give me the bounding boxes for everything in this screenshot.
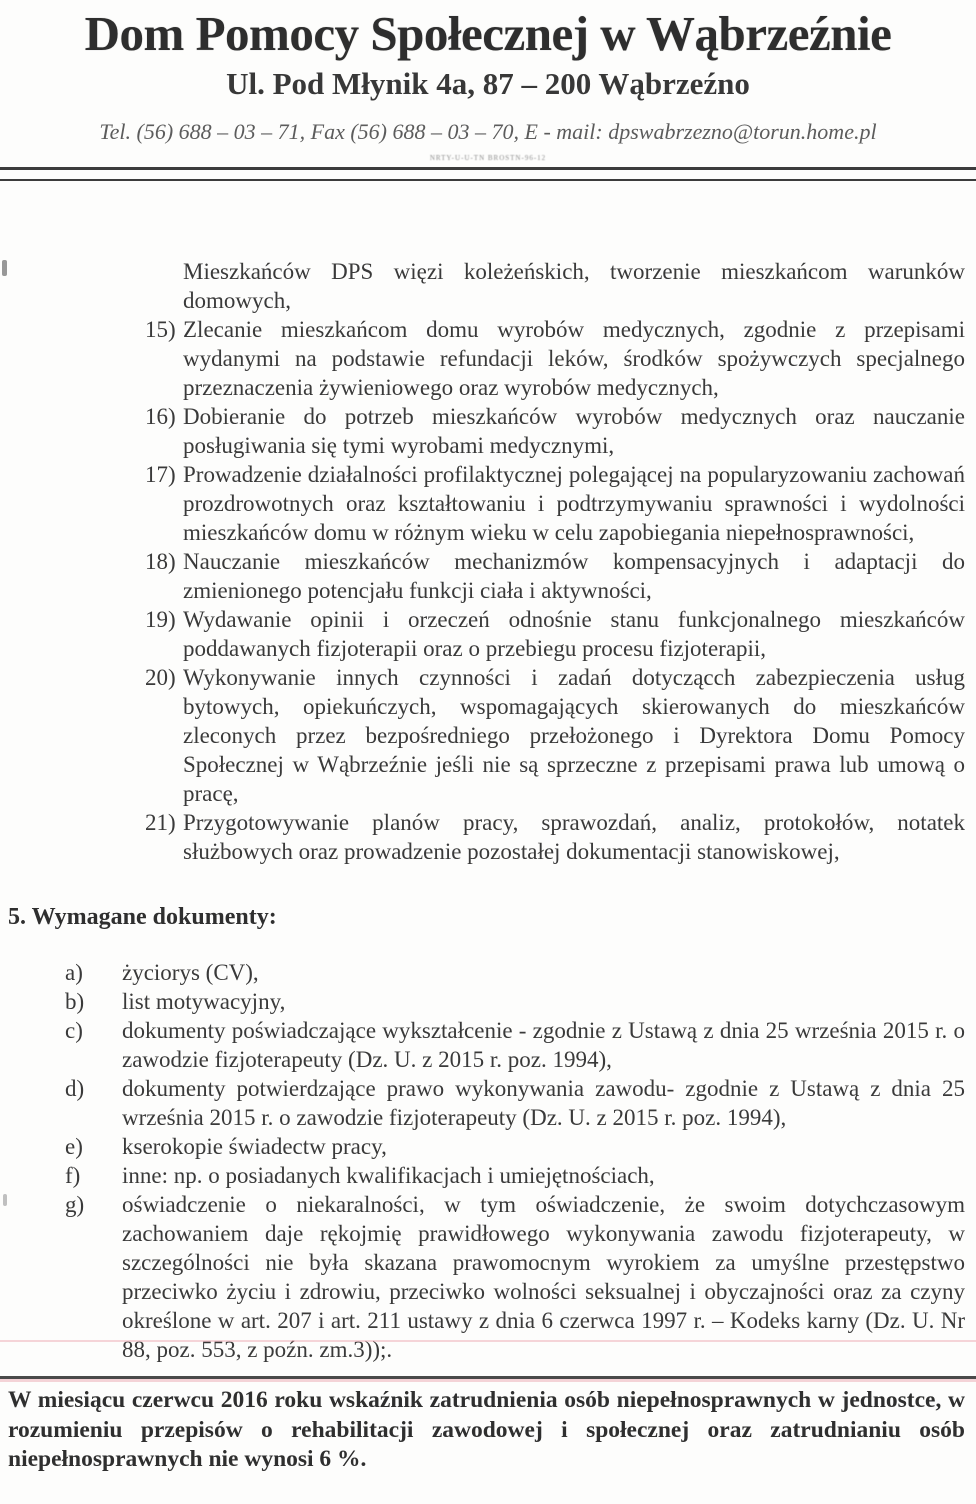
document-item-letter: d) bbox=[65, 1076, 85, 1102]
document-list-item bbox=[65, 1132, 965, 1161]
duty-item-text: Dobieranie do potrzeb mieszkańców wyrobów medycznych oraz nauczanie posługiwania się tymi wyrobami medycznymi, bbox=[183, 404, 965, 459]
duty-item-text: Nauczanie mieszkańców mechanizmów kompensacyjnych i adaptacji do zmienionego potencjału funkcji ciała i aktywności, bbox=[183, 549, 965, 604]
duty-item-number: 21) bbox=[145, 810, 176, 836]
duty-item-number: 17) bbox=[145, 462, 176, 488]
required-documents-list bbox=[65, 958, 965, 1364]
document-item-text: inne: np. o posiadanych kwalifikacjach i umiejętnościach, bbox=[122, 1163, 655, 1189]
document-list-item bbox=[65, 987, 965, 1016]
document-list-item bbox=[65, 1190, 965, 1364]
document-item-letter: c) bbox=[65, 1018, 83, 1044]
duty-list-item bbox=[145, 547, 965, 605]
duty-list-item bbox=[145, 808, 965, 866]
document-item-text: list motywacyjny, bbox=[122, 989, 286, 1015]
duty-list-item bbox=[145, 315, 965, 402]
duties-numbered-list bbox=[145, 315, 965, 866]
document-item-text: życiorys (CV), bbox=[122, 960, 259, 986]
header-divider-rule bbox=[0, 167, 976, 181]
org-title: Dom Pomocy Społecznej w Wąbrzeźnie bbox=[84, 6, 892, 61]
document-item-text: dokumenty potwierdzające prawo wykonywania zawodu- zgodnie z Ustawą z dnia 25 września 2015 r. o zawodzie fizjoterapeuty (Dz. U. z 2015 r. poz. 1994), bbox=[122, 1076, 965, 1131]
stamp-micro-text: NRTY-U-U-TN BROSTN-96-12 bbox=[429, 154, 547, 163]
document-list-item bbox=[65, 1016, 965, 1074]
org-address: Ul. Pod Młynik 4a, 87 – 200 Wąbrzeźno bbox=[226, 66, 750, 102]
document-item-letter: e) bbox=[65, 1134, 83, 1160]
document-item-letter: f) bbox=[65, 1163, 81, 1189]
document-item-letter: b) bbox=[65, 989, 85, 1015]
document-item-letter: a) bbox=[65, 960, 83, 986]
document-list-item bbox=[65, 1161, 965, 1190]
document-item-letter: g) bbox=[65, 1192, 85, 1218]
duty-list-item bbox=[145, 460, 965, 547]
duty-item-text: Wykonywanie innych czynności i zadań dotyczącch zabezpieczenia usług bytowych, opiekuńczych, wspomagających skierowanych do mieszkańców zleconych przez bezpośredniego przełożonego i Dyrektora Domu Pomocy Społecznej w Wąbrzeźnie jeśli nie są sprzeczne z przepisami prawa lub umową o pracę, bbox=[183, 665, 965, 807]
duty-list-item bbox=[145, 402, 965, 460]
document-body bbox=[0, 257, 976, 1364]
letterhead bbox=[0, 0, 976, 181]
org-contact-line: Tel. (56) 688 – 03 – 71, Fax (56) 688 – 03 – 70, E - mail: dpswabrzezno@torun.home.pl bbox=[99, 119, 877, 145]
duty-item-number: 16) bbox=[145, 404, 176, 430]
document-item-text: kserokopie świadectw pracy, bbox=[122, 1134, 387, 1160]
duty-item-number: 19) bbox=[145, 607, 176, 633]
duty-item-number: 15) bbox=[145, 317, 176, 343]
disability-employment-note: W miesiącu czerwcu 2016 roku wskaźnik zatrudnienia osób niepełnosprawnych w jednostce, w rozumieniu przepisów o rehabilitacji zawodowej i społecznej oraz zatrudnianiu osób niepełnosprawnych nie wynosi 6 %. bbox=[8, 1387, 965, 1473]
duty-item-number: 20) bbox=[145, 665, 176, 691]
footer-divider-rule bbox=[0, 1376, 976, 1379]
duty-item-text: Zlecanie mieszkańcom domu wyrobów medycznych, zgodnie z przepisami wydanymi na podstawie refundacji leków, środków spożywczych specjalnego przeznaczenia żywieniowego oraz wyrobów medycznych, bbox=[183, 317, 965, 401]
duty-list-item bbox=[145, 605, 965, 663]
duty-item-number: 18) bbox=[145, 549, 176, 575]
duty-item-text: Przygotowywanie planów pracy, sprawozdań, analiz, protokołów, notatek służbowych oraz prowadzenie pozostałej dokumentacji stanowiskowej, bbox=[183, 810, 965, 865]
intro-continuation-paragraph: Mieszkańców DPS więzi koleżeńskich, tworzenie mieszkańcom warunków domowych, bbox=[183, 259, 965, 314]
duty-item-text: Prowadzenie działalności profilaktycznej polegającej na popularyzowaniu zachowań prozdrowotnych oraz kształtowaniu i podtrzymywaniu sprawności i wydolności mieszkańców domu w różnym wieku w celu zapobiegania niepełnosprawności, bbox=[183, 462, 965, 546]
document-item-text: oświadczenie o niekaralności, w tym oświadczenie, że swoim dotychczasowym zachowaniem daje rękojmię prawidłowego wykonywania zawodu fizjoterapeuty, w szczególności nie była skazana prawomocnym wyrokiem za umyślne przestępstwo przeciwko życiu i zdrowiu, przeciwko wolności seksualnej i obyczajności oraz za czyny określone w art. 207 i art. 211 ustawy z dnia 6 czerwca 1997 r. – Kodeks karny (Dz. U. Nr 88, poz. 553, z poźn. zm.3));. bbox=[122, 1192, 965, 1363]
document-item-text: dokumenty poświadczające wykształcenie - zgodnie z Ustawą z dnia 25 września 2015 r. o zawodzie fizjoterapeuty (Dz. U. z 2015 r. poz. 1994), bbox=[122, 1018, 965, 1073]
duty-list-item bbox=[145, 663, 965, 808]
duty-item-text: Wydawanie opinii i orzeczeń odnośnie stanu funkcjonalnego mieszkańców poddawanych fizjoterapii oraz o przebiegu procesu fizjoterapii, bbox=[183, 607, 965, 662]
required-documents-heading: 5. Wymagane dokumenty: bbox=[8, 904, 277, 931]
document-list-item bbox=[65, 1074, 965, 1132]
document-list-item bbox=[65, 958, 965, 987]
